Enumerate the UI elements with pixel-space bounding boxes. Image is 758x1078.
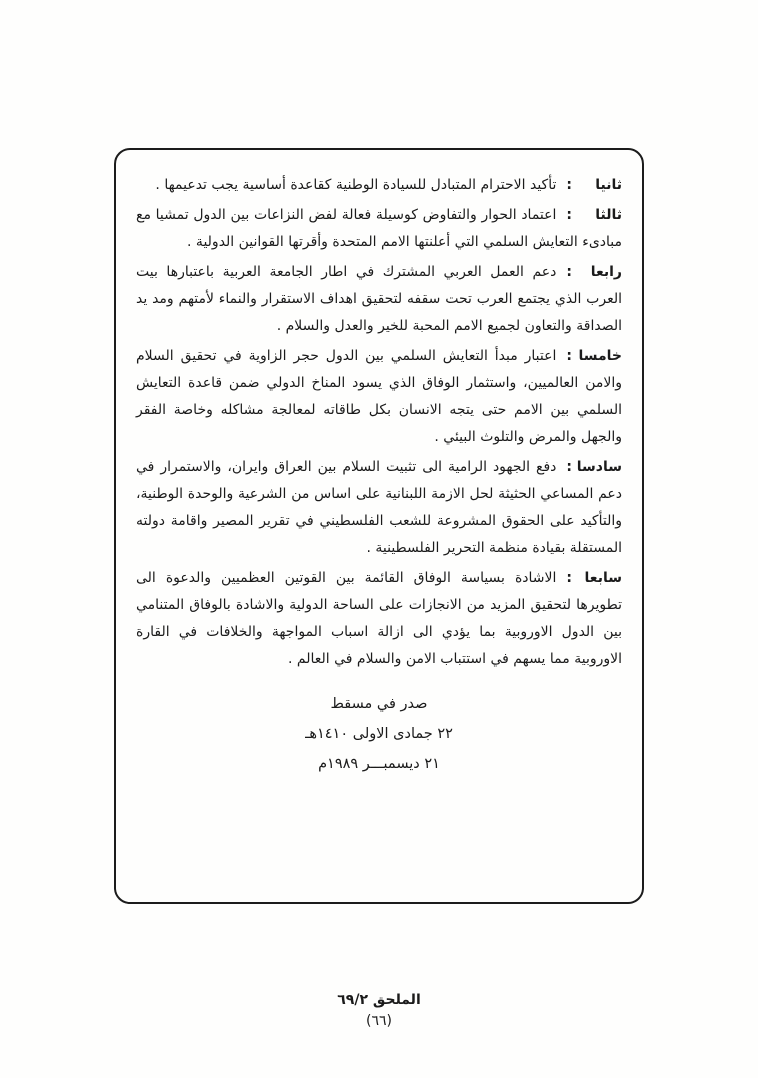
clause-separator: : [566, 348, 572, 364]
clause-label: ثالثا [595, 207, 622, 223]
clause-label: سابعا [584, 570, 622, 586]
hijri-date-line: ٢٢ جمادى الاولى ١٤١٠هـ [305, 726, 453, 742]
clause-separator: : [566, 177, 572, 193]
clause-label: خامسا [578, 348, 622, 364]
clause-text: الاشادة بسياسة الوفاق القائمة بين القوتين العظميين والدعوة الى تطويرها لتحقيق المزيد من الانجازات على الساحة الدولية والاشادة بالوفاق المتنامي بين الدول الاوروبية بما يؤدي الى ازالة اسباب المواجهة والخلافات في القارة الاوروبية مما يسهم في استتباب الامن والسلام في العالم . [136, 570, 622, 667]
clause-item [136, 172, 622, 199]
clause-separator: : [566, 207, 572, 223]
clause-item [136, 454, 622, 562]
clause-text: دعم العمل العربي المشترك في اطار الجامعة العربية باعتبارها بيت العرب الذي يجتمع العرب تحت سقفه لتحقيق اهداف الاستقرار والنماء لأمتهم ومد يد الصداقة والتعاون لجميع الامم المحبة للخير والعدل والسلام . [136, 264, 622, 334]
gregorian-date-line: ٢١ ديسمبـــر ١٩٨٩م [318, 756, 440, 772]
clause-label: رابعا [590, 264, 622, 280]
document-border-box [114, 148, 644, 904]
annex-reference: الملحق ٦٩/٢ [337, 992, 421, 1008]
clause-item [136, 565, 622, 673]
clause-separator: : [566, 264, 572, 280]
closing-block [136, 689, 622, 779]
clause-label: سادسا [576, 459, 622, 475]
issued-at-line: صدر في مسقط [330, 696, 428, 712]
clause-separator: : [566, 459, 572, 475]
clause-item [136, 343, 622, 451]
clause-text: تأكيد الاحترام المتبادل للسيادة الوطنية كقاعدة أساسية يجب تدعيمها . [155, 177, 557, 193]
clause-separator: : [566, 570, 572, 586]
clause-item [136, 259, 622, 340]
clause-text: اعتبار مبدأ التعايش السلمي بين الدول حجر الزاوية في تحقيق السلام والامن العالميين، واستثمار الوفاق الذي يسود المناخ الدولي ضمن قاعدة التعايش السلمي بين الامم حتى يتجه الانسان بكل طاقاته لمعالجة مشاكله وخاصة الفقر والجهل والمرض والتلوث البيئي . [136, 348, 622, 445]
clause-item [136, 202, 622, 256]
clause-text: اعتماد الحوار والتفاوض كوسيلة فعالة لفض النزاعات بين الدول تمشيا مع مبادىء التعايش السلمي التي أعلنتها الامم المتحدة وأقرتها القوانين الدولية . [136, 207, 622, 250]
clause-label: ثانيا [595, 177, 622, 193]
page-number: (٦٦) [366, 1013, 392, 1029]
clause-text: دفع الجهود الرامية الى تثبيت السلام بين العراق وايران، والاستمرار في دعم المساعي الحثيثة لحل الازمة اللبنانية على اساس من الشرعية والوحدة الوطنية، والتأكيد على الحقوق المشروعة للشعب الفلسطيني في تقرير المصير واقامة دولته المستقلة بقيادة منظمة التحرير الفلسطينية . [136, 459, 622, 556]
page-footer [0, 990, 758, 1032]
